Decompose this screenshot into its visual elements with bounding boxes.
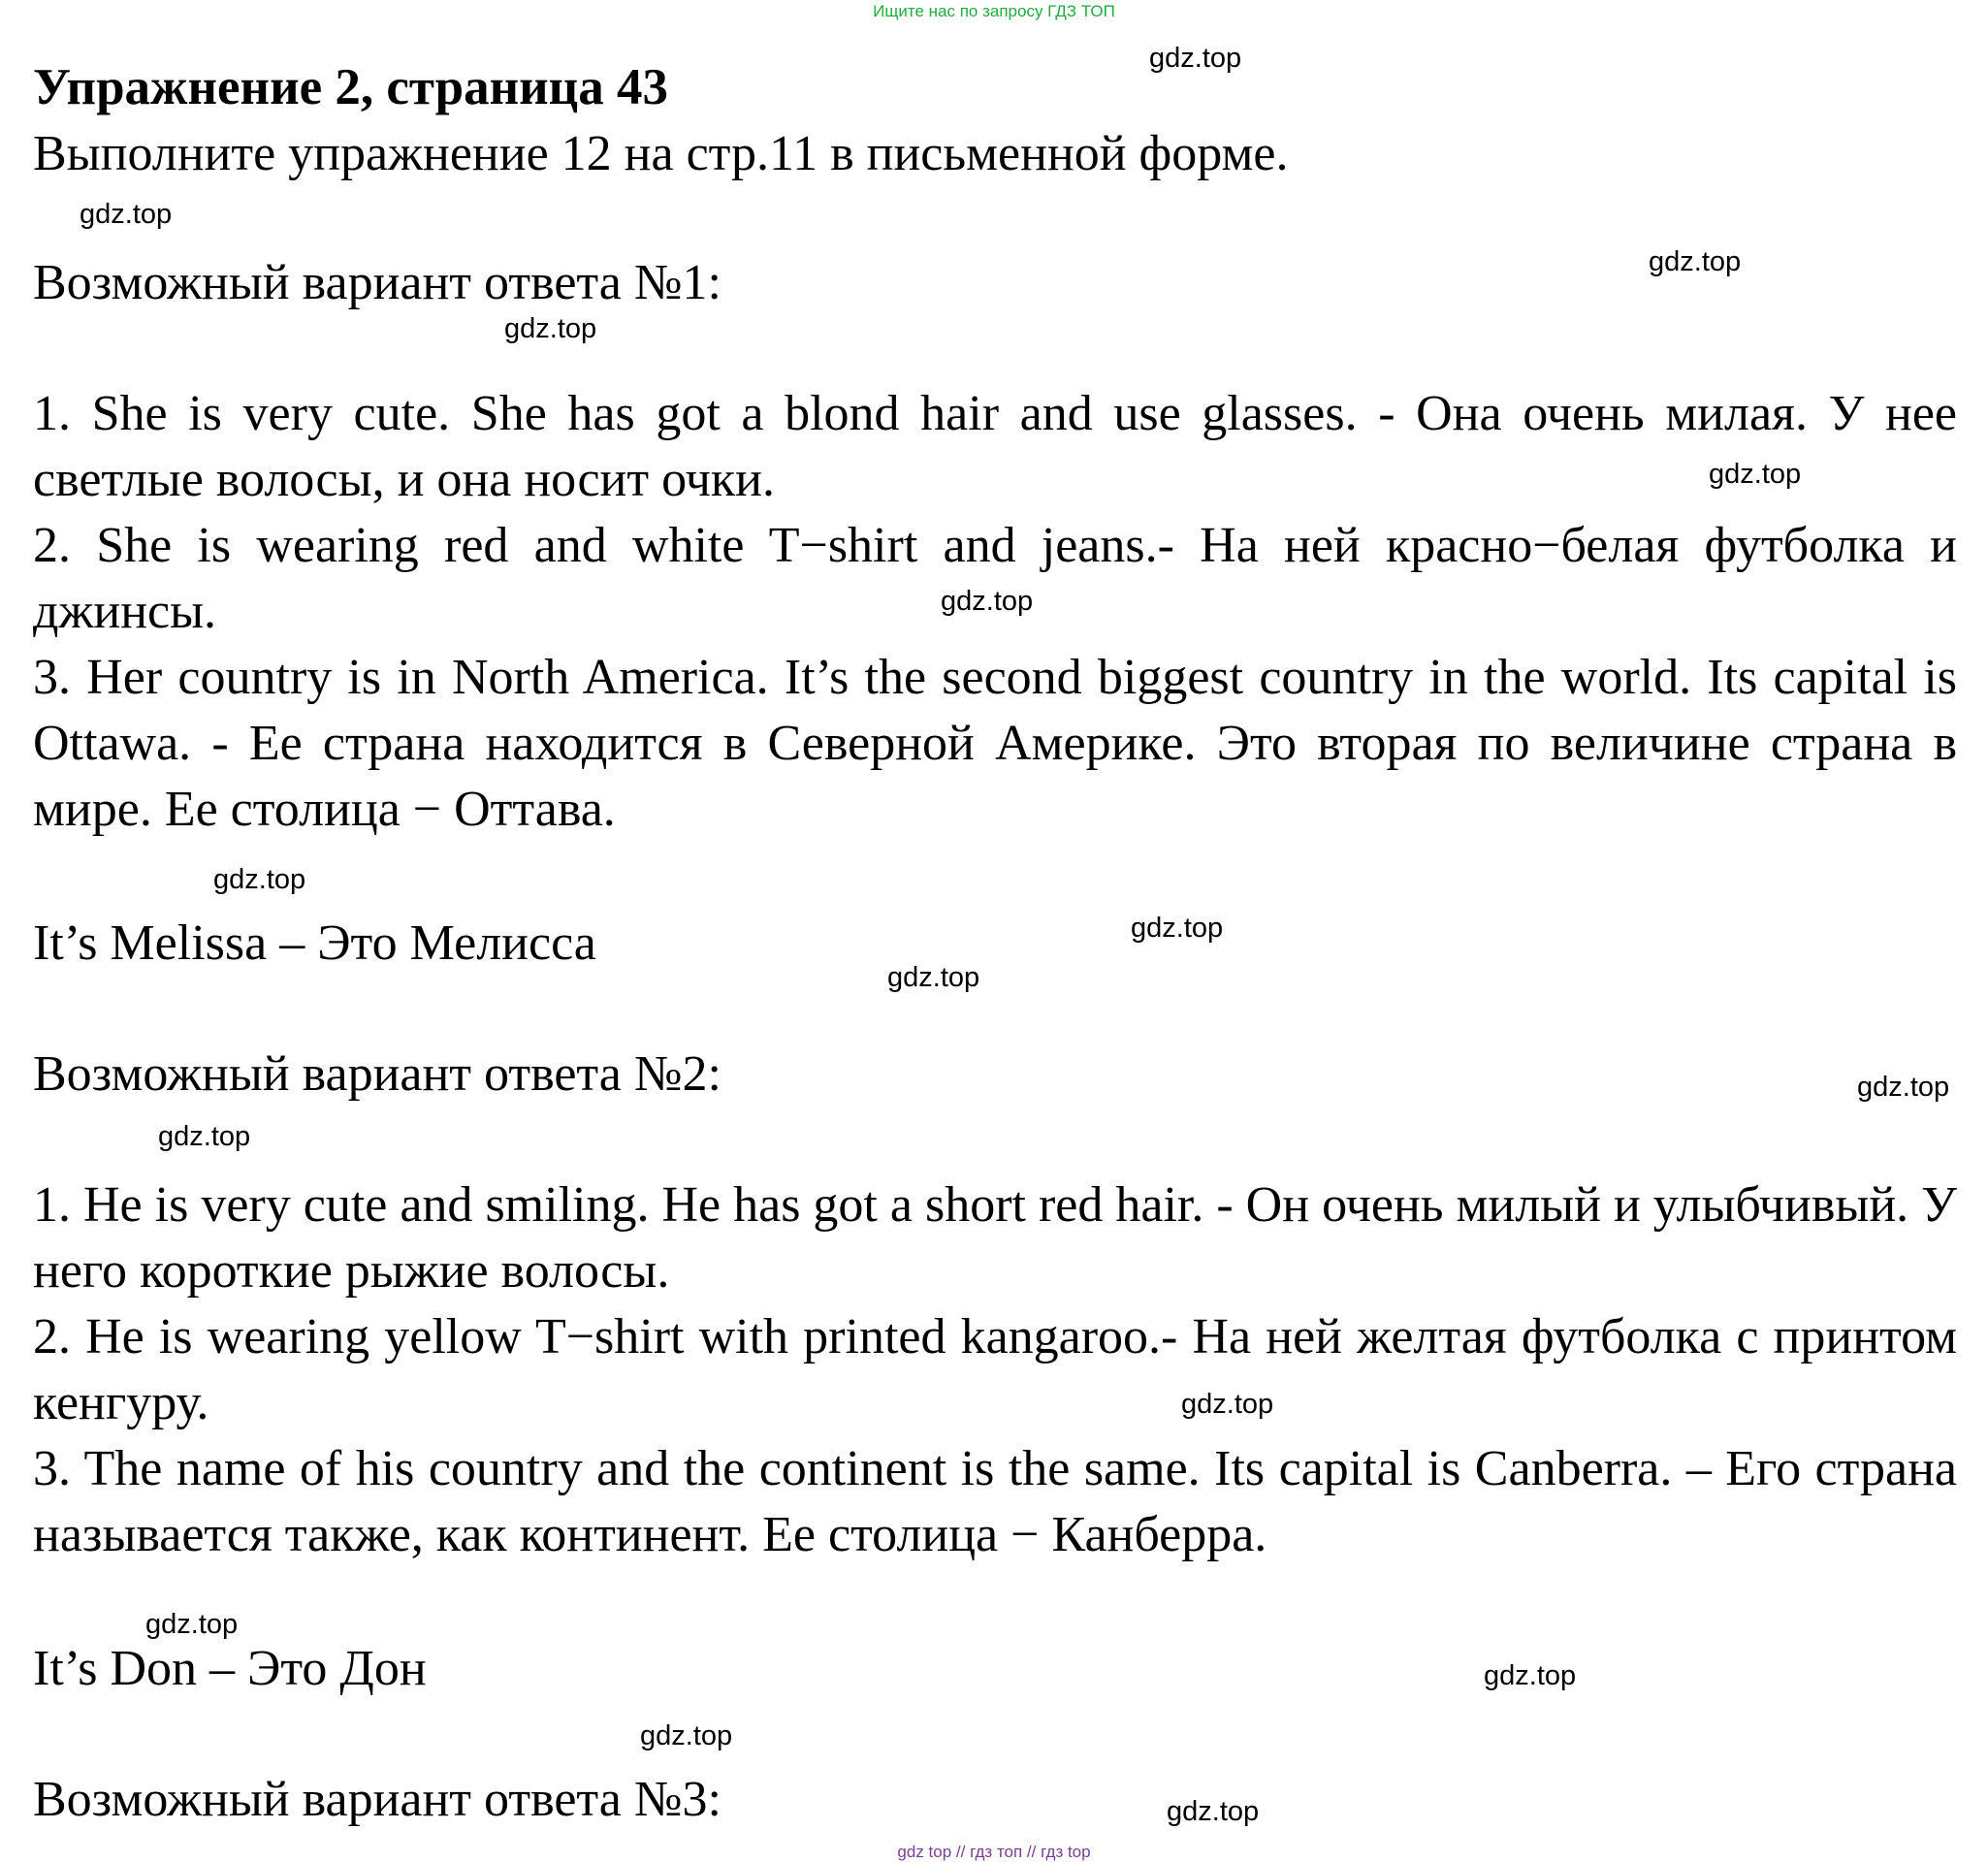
- exercise-title: Упражнение 2, страница 43: [33, 59, 668, 115]
- variant-1-item-3: 3. Her country is in North America. It’s the second biggest country in the world. Its capital is Ottawa. - Ее страна находится в Северной Америке. Это вторая по величине страна в мире. Ее столица − Оттава.: [33, 650, 1957, 837]
- variant-1-heading: Возможный вариант ответа №1:: [33, 255, 721, 310]
- watermark: gdz.top: [1167, 1796, 1260, 1827]
- watermark: gdz.top: [158, 1121, 251, 1152]
- watermark: gdz.top: [80, 199, 173, 230]
- watermark: gdz.top: [1857, 1072, 1950, 1103]
- watermark: gdz.top: [1709, 459, 1802, 490]
- variant-2-answer: It’s Don – Это Дон: [33, 1641, 427, 1696]
- bottom-banner: gdz top // гдз топ // гдз top: [897, 1843, 1091, 1861]
- variant-2-item-1: 1. He is very cute and smiling. He has got a short red hair. - Он очень милый и улыбчивый. У него короткие рыжие волосы.: [33, 1177, 1957, 1299]
- watermark: gdz.top: [941, 586, 1034, 617]
- watermark: gdz.top: [213, 864, 306, 895]
- variant-1-item-2: 2. She is wearing red and white T−shirt and jeans.- На ней красно−белая футболка и джинсы.: [33, 518, 1957, 639]
- watermark: gdz.top: [887, 962, 980, 993]
- watermark: gdz.top: [640, 1720, 733, 1751]
- watermark: gdz.top: [1181, 1389, 1274, 1420]
- exercise-instruction: Выполните упражнение 12 на стр.11 в письменной форме.: [33, 126, 1289, 181]
- watermark: gdz.top: [1149, 43, 1242, 74]
- variant-1-answer: It’s Melissa – Это Мелисса: [33, 915, 596, 971]
- variant-1-item-1: 1. She is very cute. She has got a blond hair and use glasses. - Она очень милая. У нее светлые волосы, и она носит очки.: [33, 386, 1957, 507]
- watermark: gdz.top: [1131, 913, 1224, 944]
- variant-2-item-2: 2. He is wearing yellow T−shirt with printed kangaroo.- На ней желтая футболка с принтом кенгуру.: [33, 1309, 1957, 1430]
- variant-2-heading: Возможный вариант ответа №2:: [33, 1046, 721, 1102]
- top-banner: Ищите нас по запросу ГДЗ ТОП: [873, 2, 1115, 20]
- watermark: gdz.top: [1484, 1660, 1577, 1691]
- watermark: gdz.top: [1649, 246, 1742, 277]
- watermark: gdz.top: [504, 313, 597, 344]
- variant-3-heading: Возможный вариант ответа №3:: [33, 1772, 721, 1827]
- variant-2-item-3: 3. The name of his country and the continent is the same. Its capital is Canberra. – Его страна называется также, как континент. Ее столица − Канберра.: [33, 1441, 1957, 1562]
- watermark: gdz.top: [145, 1609, 239, 1640]
